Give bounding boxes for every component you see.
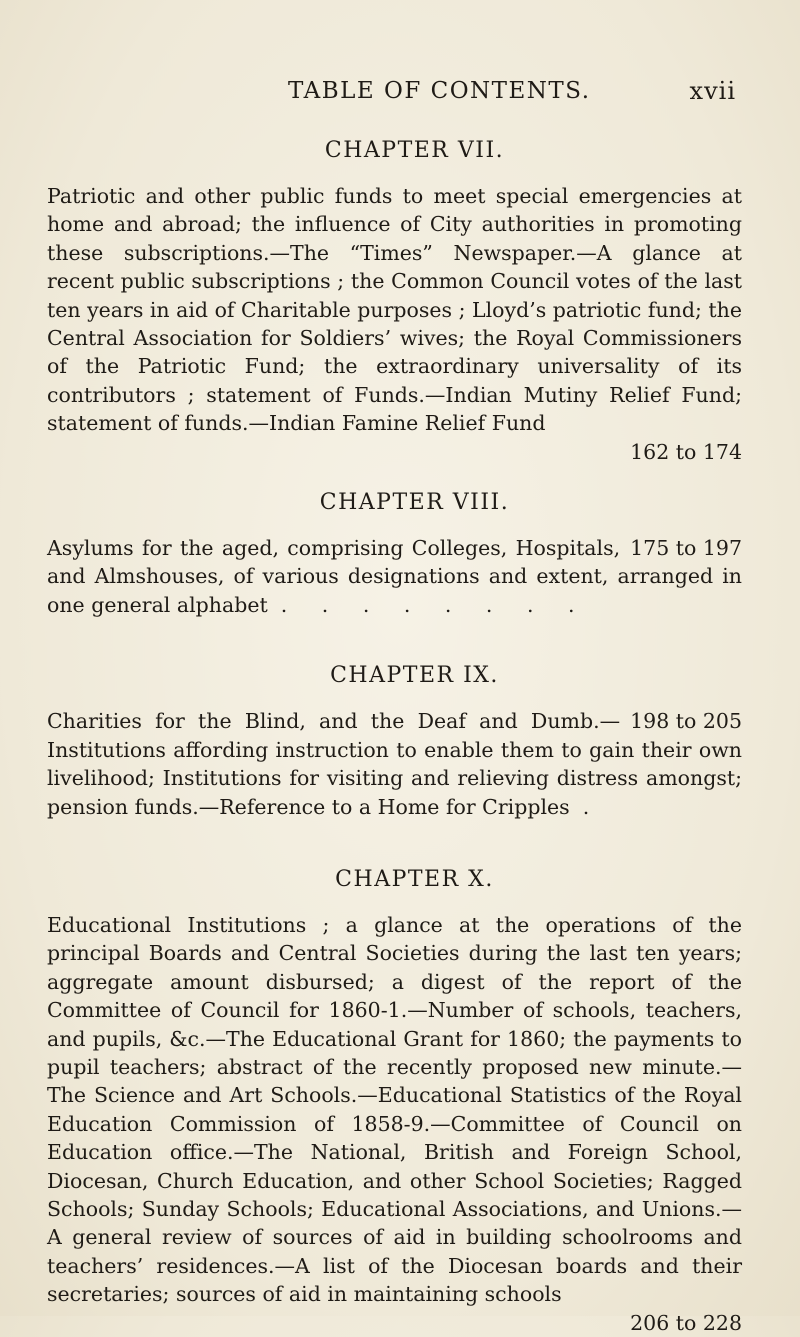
chapter-summary: Educational Institutions ; a glance at the operations of the principal Boards and Central Societies during the last ten years; aggregate amount disbursed; a digest of the report of the Committee of Council for 1860-1.—Number of schools, teachers, and pupils, &c.—The Educational Grant for 1860; the payments to pupil teachers; abstract of the recently proposed new minute.—The Science and Art Schools.—Educational Statistics of the Royal Education Commission of 1858-9.—Committee of Council on Education office.—The National, British and Foreign School, Diocesan, Church Education, and other School Societies; Ragged Schools; Sunday Schools; Educational Associations, and Unions.—A general review of sources of aid in building schoolrooms and teachers’ residences.—A list of the Diocesan boards and their secretaries; sources of aid in maintaining schools: [47, 912, 742, 1307]
running-title: TABLE OF CONTENTS.: [288, 78, 591, 104]
dot-leader: . . . . . . . .: [280, 592, 589, 617]
page-range: 206 to 228: [630, 1310, 742, 1335]
chapter-heading: CHAPTER X.: [335, 866, 494, 892]
chapter-summary: Charities for the Blind, and the Deaf and Dumb.—Institutions affording instruction to enable them to gain their own livelihood; Institutions for visiting and relieving distress amongst; pension funds.—Reference to a Home for Cripples: [47, 709, 742, 819]
chapter-summary: Patriotic and other public funds to meet special emergencies at home and abroad; the influence of City authorities in promoting these subscriptions.—The “Times” Newspaper.—A glance at recent public subscriptions ; the Common Council votes of the last ten years in aid of Charitable purposes ; Lloyd’s patriotic fund; the Central Association for Soldiers’ wives; the Royal Commissioners of the Patriotic Fund; the extraordinary universality of its contributors ; statement of Funds.—Indian Mutiny Relief Fund; statement of funds.—Indian Famine Relief Fund: [47, 184, 742, 436]
page-number: xvii: [689, 77, 736, 105]
chapter-entry: [47, 136, 742, 466]
chapter-entry: [47, 661, 742, 821]
chapter-heading: CHAPTER VIII.: [319, 490, 510, 516]
chapter-summary: Asylums for the aged, comprising Colleges, Hospitals, and Almshouses, of various designations and extent, arranged in one general alphabet: [47, 536, 742, 617]
chapter-heading: CHAPTER VII.: [324, 138, 505, 163]
chapter-heading: CHAPTER IX.: [330, 663, 499, 689]
running-header: [0, 76, 800, 116]
dot-leader: .: [582, 794, 590, 819]
page-range: 175 to 197: [630, 536, 742, 561]
chapter-summary-container: [47, 534, 742, 619]
contents-list: [47, 136, 742, 1337]
chapter-entry: [47, 865, 742, 1337]
page-range: 198 to 205: [630, 709, 742, 734]
page-range: 162 to 174: [630, 439, 742, 464]
chapter-entry: [47, 488, 742, 619]
chapter-summary-container: [47, 707, 742, 821]
